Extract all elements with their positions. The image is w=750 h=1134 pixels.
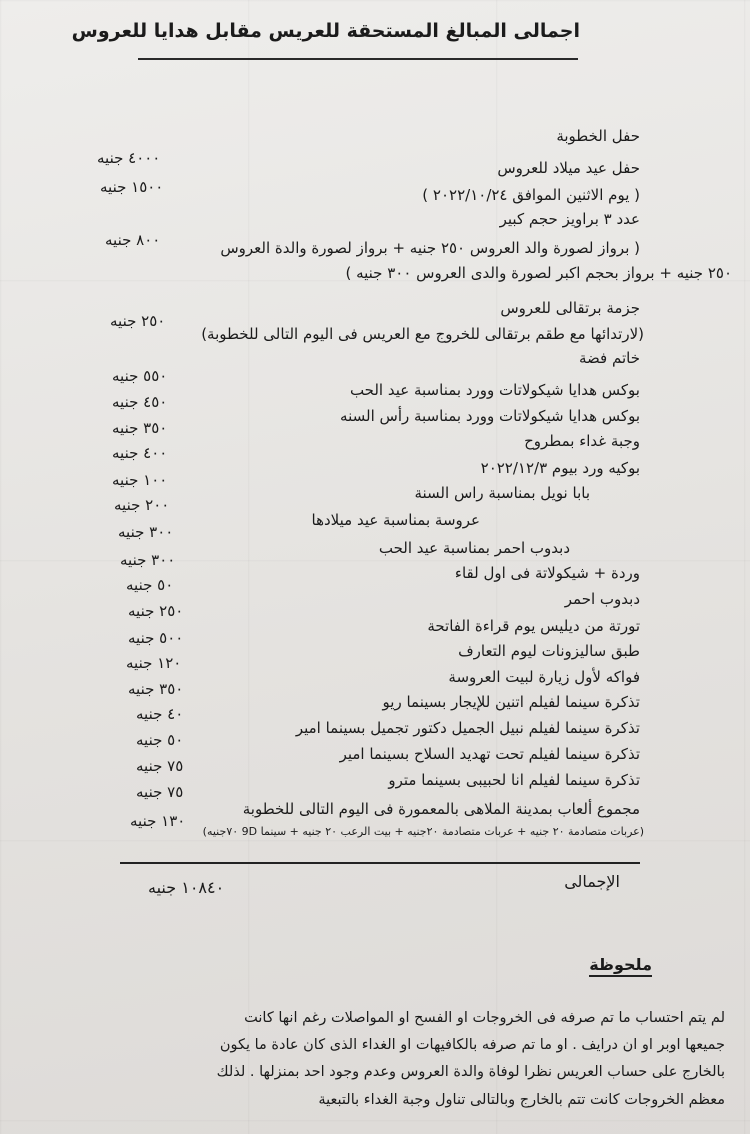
item-label: دبدوب احمر بمناسبة عيد الحب bbox=[378, 539, 570, 557]
list-item bbox=[0, 428, 750, 462]
list-item bbox=[0, 123, 750, 167]
list-item bbox=[0, 182, 750, 208]
list-item bbox=[0, 560, 750, 594]
item-label: طبق ساليزونات ليوم التعارف bbox=[458, 642, 640, 660]
item-amount: ٣٥٠ جنيه bbox=[128, 680, 184, 698]
item-amount: ١٥٠٠ جنيه bbox=[100, 178, 164, 196]
item-amount: ٨٠٠ جنيه bbox=[105, 231, 161, 249]
item-amount: ٥٠٠ جنيه bbox=[128, 629, 184, 647]
item-label: تذكرة سينما لفيلم نبيل الجميل دكتور تجميل بسينما امير bbox=[295, 719, 640, 737]
item-amount: ٤٥٠ جنيه bbox=[112, 393, 168, 411]
item-label: بوكس هدايا شيكولاتات وورد بمناسبة عيد الحب bbox=[349, 381, 640, 399]
item-amount: ١٢٠ جنيه bbox=[126, 654, 182, 672]
list-item bbox=[0, 377, 750, 411]
item-amount: ٣٠٠ جنيه bbox=[120, 551, 176, 569]
list-item bbox=[0, 321, 750, 347]
item-amount: ٧٥ جنيه bbox=[136, 783, 184, 801]
item-label: تذكرة سينما لفيلم تحت تهديد السلاح بسينما امير bbox=[339, 745, 640, 763]
item-label: ( برواز لصورة والد العروس ٢٥٠ جنيه + برواز لصورة والدة العروس bbox=[220, 239, 640, 257]
item-amount: ٤٠ جنيه bbox=[136, 705, 184, 723]
item-amount: ٣٥٠ جنيه bbox=[112, 419, 168, 437]
item-amount: ٢٥٠ جنيه bbox=[128, 602, 184, 620]
item-label: بابا نويل بمناسبة راس السنة bbox=[414, 484, 590, 502]
item-label: وجبة غداء بمطروح bbox=[524, 432, 640, 450]
list-item bbox=[0, 819, 750, 845]
note-line: معظم الخروجات كانت تتم بالخارج وبالتالى تناول وجبة الغداء بالتبعية bbox=[318, 1092, 725, 1108]
list-item bbox=[0, 535, 750, 569]
item-label: (عربات متصادمة ٢٠ جنيه + عربات متصادمة ٢٠جنيه + بيت الرعب ٢٠ جنيه + سينما 9D ٧٠جنيه) bbox=[202, 825, 644, 838]
total-divider bbox=[120, 862, 640, 864]
list-item bbox=[0, 260, 750, 286]
list-item bbox=[0, 403, 750, 437]
item-label: (لارتدائها مع طقم برتقالى للخروج مع العريس فى اليوم التالى للخطوبة) bbox=[201, 325, 644, 343]
item-label: ٢٥٠ جنيه + برواز بحجم اكبر لصورة والدى العروس ٣٠٠ جنيه ) bbox=[345, 264, 732, 282]
item-label: جزمة برتقالى للعروس bbox=[500, 299, 640, 317]
item-label: مجموع ألعاب بمدينة الملاهى بالمعمورة فى اليوم التالى للخطوبة bbox=[242, 800, 640, 818]
item-amount: ٥٠ جنيه bbox=[126, 576, 174, 594]
list-item bbox=[0, 741, 750, 775]
list-item bbox=[0, 638, 750, 672]
note-line: بالخارج على حساب العريس نظرا لوفاة والدة العروس وعدم وجود احد بمنزلها . لذلك bbox=[216, 1064, 725, 1080]
list-item bbox=[0, 689, 750, 723]
item-label: عدد ٣ براويز حجم كبير bbox=[499, 210, 640, 228]
item-amount: ٤٠٠ جنيه bbox=[112, 444, 168, 462]
item-label: بوكيه ورد بيوم ٢٠٢٢/١٢/٣ bbox=[480, 459, 640, 477]
item-amount: ٣٠٠ جنيه bbox=[118, 523, 174, 541]
item-label: ( يوم الاثنين الموافق ٢٠٢٢/١٠/٢٤ ) bbox=[422, 186, 640, 204]
item-label: دبدوب احمر bbox=[564, 590, 640, 608]
list-item bbox=[0, 455, 750, 489]
item-amount: ٥٠ جنيه bbox=[136, 731, 184, 749]
list-item bbox=[0, 586, 750, 620]
list-item bbox=[0, 715, 750, 749]
item-amount: ١٠٠ جنيه bbox=[112, 471, 168, 489]
list-item bbox=[0, 613, 750, 647]
list-item bbox=[0, 295, 750, 330]
note-line: جميعها اوبر او ان درايف . او ما تم صرفه بالكافيهات او الغداء الذى كان عادة ما يكون bbox=[219, 1037, 725, 1053]
item-label: بوكس هدايا شيكولاتات وورد بمناسبة رأس السنه bbox=[340, 407, 640, 425]
item-amount: ٢٥٠ جنيه bbox=[110, 312, 166, 330]
item-label: عروسة بمناسبة عيد ميلادها bbox=[311, 511, 480, 529]
item-amount: ٧٥ جنيه bbox=[136, 757, 184, 775]
item-amount: ٥٥٠ جنيه bbox=[112, 367, 168, 385]
item-amount: ٤٠٠٠ جنيه bbox=[97, 149, 161, 167]
list-item bbox=[0, 664, 750, 698]
list-item bbox=[0, 235, 750, 261]
item-label: خاتم فضة bbox=[579, 349, 640, 367]
item-label: تورتة من ديليس يوم قراءة الفاتحة bbox=[427, 617, 640, 635]
item-label: فواكه لأول زيارة لبيت العروسة bbox=[448, 668, 640, 686]
item-label: وردة + شيكولاتة فى اول لقاء bbox=[454, 564, 640, 582]
item-amount: ١٣٠ جنيه bbox=[130, 812, 186, 830]
item-label: حفل عيد ميلاد للعروس bbox=[497, 159, 640, 177]
list-item bbox=[0, 480, 750, 514]
item-label: حفل الخطوبة bbox=[556, 127, 640, 145]
note-title: ملحوظة bbox=[589, 955, 652, 977]
item-amount: ٢٠٠ جنيه bbox=[114, 496, 170, 514]
title-underline bbox=[138, 58, 578, 60]
item-label: تذكرة سينما لفيلم اتنين للإيجار بسينما ريو bbox=[382, 693, 640, 711]
list-item bbox=[0, 767, 750, 801]
total-label: الإجمالى bbox=[564, 872, 620, 891]
list-item bbox=[0, 345, 750, 385]
note-line: لم يتم احتساب ما تم صرفه فى الخروجات او الفسح او المواصلات رغم انها كانت bbox=[244, 1010, 725, 1026]
document-title: اجمالى المبالغ المستحقة للعريس مقابل هدايا للعروس bbox=[71, 20, 580, 42]
item-label: تذكرة سينما لفيلم انا لحبيبى بسينما مترو bbox=[388, 771, 640, 789]
total-amount: ١٠٨٤٠ جنيه bbox=[148, 878, 225, 897]
list-item bbox=[0, 507, 750, 541]
